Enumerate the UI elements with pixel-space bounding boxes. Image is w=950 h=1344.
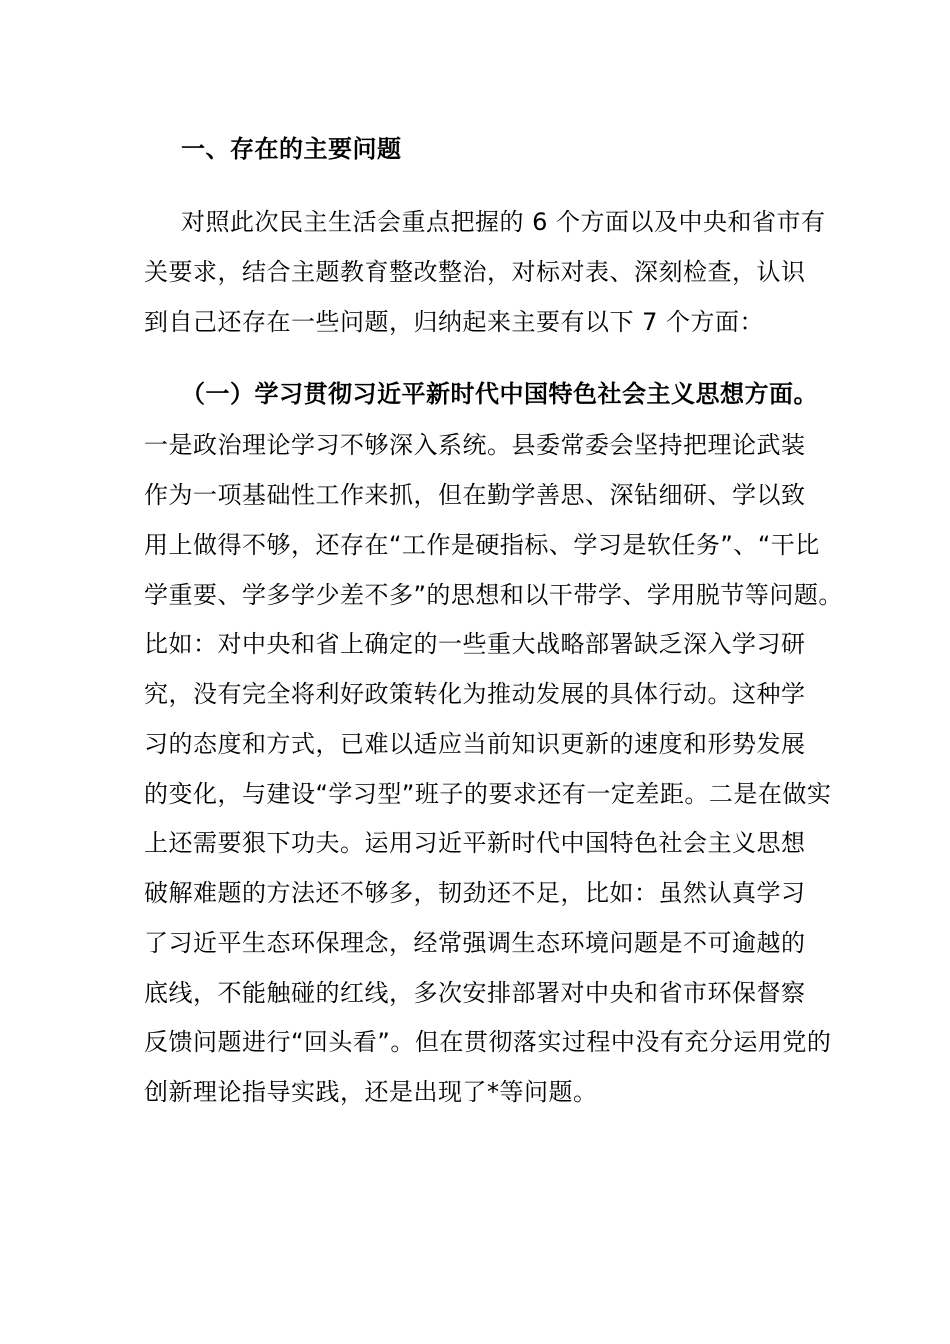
body-line: 究，没有完全将利好政策转化为推动发展的具体行动。这种学 xyxy=(144,680,806,708)
body-line: 上还需要狠下功夫。运用习近平新时代中国特色社会主义思想 xyxy=(144,829,806,857)
body-line: 破解难题的方法还不够多，韧劲还不足，比如：虽然认真学习 xyxy=(144,879,806,907)
body-line: 用上做得不够，还存在“工作是硬指标、学习是软任务”、“干比 xyxy=(144,531,820,559)
section-heading: 一、存在的主要问题 xyxy=(181,135,402,163)
body-line: 反馈问题进行“回头看”。但在贯彻落实过程中没有充分运用党的 xyxy=(144,1028,832,1056)
body-line: 创新理论指导实践，还是出现了*等问题。 xyxy=(144,1078,598,1106)
body-line: 底线，不能触碰的红线，多次安排部署对中央和省市环保督察 xyxy=(144,979,806,1007)
intro-line-1: 对照此次民主生活会重点把握的 6 个方面以及中央和省市有 xyxy=(181,208,826,236)
subheading: （一）学习贯彻习近平新时代中国特色社会主义思想方面。 xyxy=(181,380,818,408)
body-line: 的变化，与建设“学习型”班子的要求还有一定差距。二是在做实 xyxy=(144,780,832,808)
body-line: 习的态度和方式，已难以适应当前知识更新的速度和形势发展 xyxy=(144,730,806,758)
intro-line-2: 关要求，结合主题教育整改整治，对标对表、深刻检查，认识 xyxy=(144,258,806,286)
body-line: 比如：对中央和省上确定的一些重大战略部署缺乏深入学习研 xyxy=(144,630,806,658)
body-line: 作为一项基础性工作来抓，但在勤学善思、深钻细研、学以致 xyxy=(144,481,806,509)
body-line: 一是政治理论学习不够深入系统。县委常委会坚持把理论武装 xyxy=(144,431,806,459)
body-line: 了习近平生态环保理念，经常强调生态环境问题是不可逾越的 xyxy=(144,929,806,957)
body-line: 学重要、学多学少差不多”的思想和以干带学、学用脱节等问题。 xyxy=(144,581,843,609)
intro-line-3: 到自己还存在一些问题，归纳起来主要有以下 7 个方面： xyxy=(144,308,765,336)
